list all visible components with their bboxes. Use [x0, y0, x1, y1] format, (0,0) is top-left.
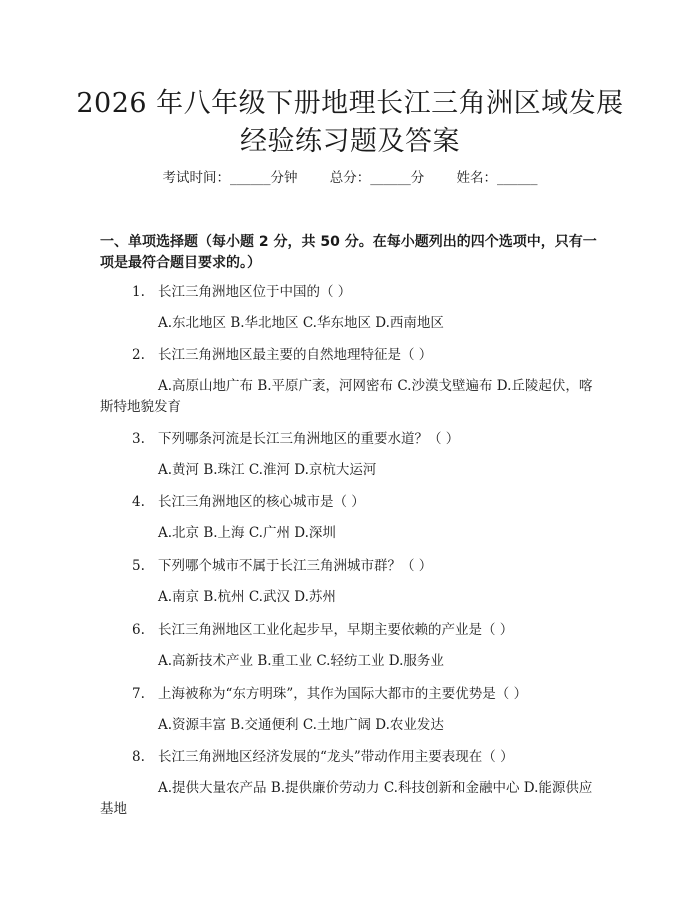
question-number: 6.: [132, 622, 145, 638]
question-5-options: A.南京 B.杭州 C.武汉 D.苏州: [158, 589, 336, 605]
name-field: 姓名：______: [456, 170, 538, 186]
question-number: 4.: [132, 494, 145, 510]
question-3-options: A.黄河 B.珠江 C.淮河 D.京杭大运河: [158, 462, 377, 478]
question-number: 7.: [132, 686, 145, 702]
question-text: 下列哪个城市不属于长江三角洲城市群？（ ）: [158, 558, 433, 574]
question-6: [132, 621, 612, 639]
question-text: 长江三角洲地区工业化起步早，早期主要依赖的产业是（ ）: [158, 622, 514, 638]
question-5: [132, 557, 612, 575]
question-text: 长江三角洲地区最主要的自然地理特征是（ ）: [158, 347, 433, 363]
total-score-field: 总分：______分: [329, 170, 425, 186]
question-number: 1.: [132, 284, 145, 300]
exam-meta: [0, 169, 700, 187]
question-number: 8.: [132, 749, 145, 765]
question-text: 长江三角洲地区位于中国的（ ）: [158, 284, 352, 300]
question-2: [132, 346, 612, 364]
question-8: [132, 748, 612, 766]
question-1-options: A.东北地区 B.华北地区 C.华东地区 D.西南地区: [158, 315, 444, 331]
question-7-options: A.资源丰富 B.交通便利 C.土地广阔 D.农业发达: [158, 717, 444, 733]
question-text: 长江三角洲地区经济发展的“龙头”带动作用主要表现在（ ）: [158, 749, 514, 765]
question-text: 长江三角洲地区的核心城市是（ ）: [158, 494, 365, 510]
question-text: 下列哪条河流是长江三角洲地区的重要水道？（ ）: [158, 431, 460, 447]
question-6-options: A.高新技术产业 B.重工业 C.轻纺工业 D.服务业: [158, 653, 444, 669]
question-number: 3.: [132, 431, 145, 447]
section-heading-single-choice: 一、单项选择题（每小题 2 分，共 50 分。在每小题列出的四个选项中，只有一项是最符合题目要求的。）: [100, 234, 597, 271]
page-title-line2: 经验练习题及答案: [240, 126, 460, 157]
question-number: 2.: [132, 347, 145, 363]
question-3: [132, 430, 612, 448]
question-4: [132, 493, 612, 511]
question-4-options: A.北京 B.上海 C.广州 D.深圳: [158, 525, 336, 541]
question-2-options: A.高原山地广布 B.平原广袤，河网密布 C.沙漠戈壁遍布 D.丘陵起伏，喀斯特地貌发育: [100, 378, 593, 415]
page-title-line1: 2026 年八年级下册地理长江三角洲区域发展: [76, 88, 624, 119]
question-1: [132, 283, 612, 301]
question-text: 上海被称为“东方明珠”，其作为国际大都市的主要优势是（ ）: [158, 686, 528, 702]
exam-time-field: 考试时间：______分钟: [162, 170, 298, 186]
question-number: 5.: [132, 558, 145, 574]
question-8-options: A.提供大量农产品 B.提供廉价劳动力 C.科技创新和金融中心 D.能源供应基地: [100, 780, 593, 817]
question-7: [132, 685, 612, 703]
